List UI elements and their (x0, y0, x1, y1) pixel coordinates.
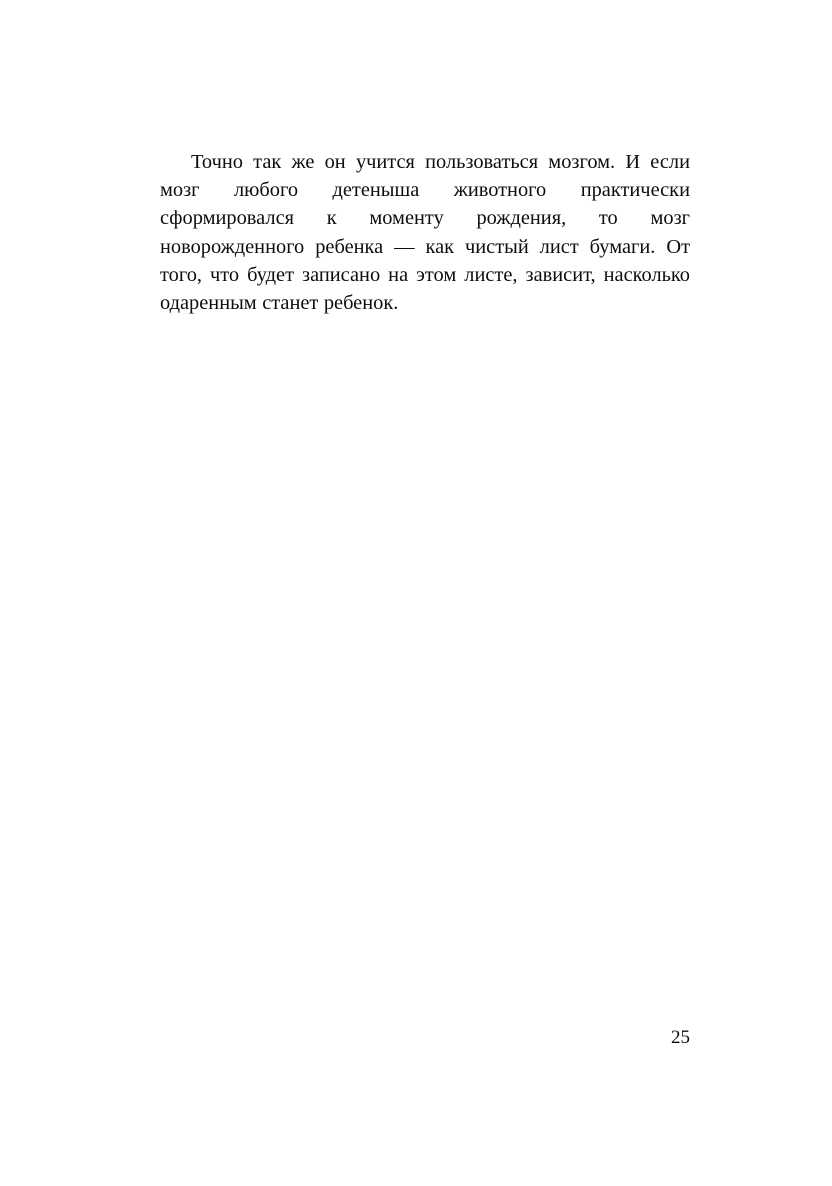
page-number: 25 (671, 1027, 690, 1048)
body-text-block (160, 148, 690, 317)
paragraph: Точно так же он учится пользоваться мозгом. И если мозг любого детеныша животного практически сформировался к моменту рождения, то мозг новорожденного ребенка — как чистый лист бумаги. От того, что будет записано на этом листе, зависит, насколько одаренным станет ребенок. (160, 151, 690, 315)
